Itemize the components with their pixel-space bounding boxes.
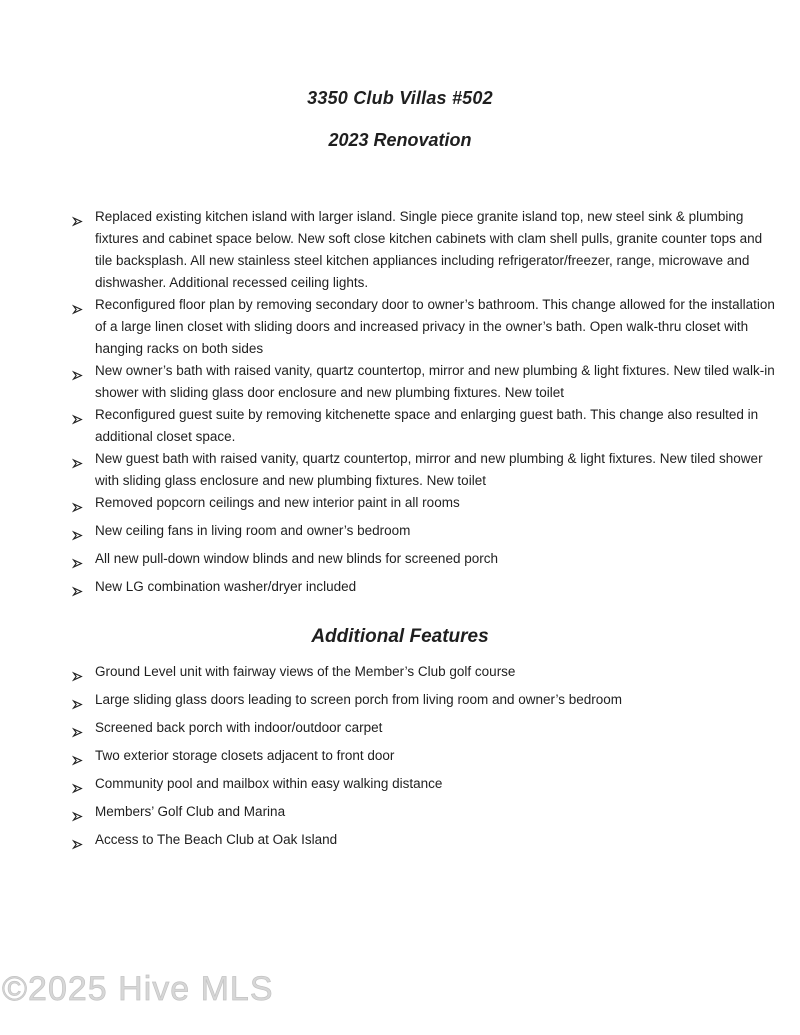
arrow-bullet-icon [72, 448, 95, 476]
additional-features-heading: Additional Features [311, 626, 489, 647]
list-item-text: Access to The Beach Club at Oak Island [95, 832, 338, 847]
arrow-bullet-icon [72, 294, 95, 322]
list-item [72, 745, 778, 773]
list-item [72, 448, 778, 492]
list-item [72, 829, 778, 857]
list-item [72, 689, 778, 717]
list-item [72, 520, 778, 548]
arrow-bullet-icon [72, 661, 95, 689]
list-item [72, 294, 778, 360]
list-item [72, 360, 778, 404]
list-item-text: Screened back porch with indoor/outdoor carpet [95, 720, 383, 735]
list-item [72, 492, 778, 520]
list-item [72, 773, 778, 801]
arrow-bullet-icon [72, 548, 95, 576]
arrow-bullet-icon [72, 360, 95, 388]
list-item-text: Large sliding glass doors leading to screen porch from living room and owner’s bedroom [95, 692, 623, 707]
arrow-bullet-icon [72, 520, 95, 548]
document-title: 3350 Club Villas #502 [307, 88, 493, 108]
document-subtitle: 2023 Renovation [328, 130, 472, 150]
list-item [72, 576, 778, 604]
list-item [72, 206, 778, 294]
list-item [72, 661, 778, 689]
list-item [72, 404, 778, 448]
arrow-bullet-icon [72, 717, 95, 745]
arrow-bullet-icon [72, 689, 95, 717]
arrow-bullet-icon [72, 404, 95, 432]
list-item-text: Removed popcorn ceilings and new interior paint in all rooms [95, 495, 460, 510]
arrow-bullet-icon [72, 492, 95, 520]
list-item-text: Community pool and mailbox within easy walking distance [95, 776, 443, 791]
list-item-text: Members’ Golf Club and Marina [95, 804, 286, 819]
list-item-text: Two exterior storage closets adjacent to front door [95, 748, 395, 763]
additional-features-list [72, 661, 778, 857]
list-item-text: All new pull-down window blinds and new blinds for screened porch [95, 551, 498, 566]
list-item-text: Replaced existing kitchen island with larger island. Single piece granite island top, new steel sink & plumbing fixtures and cabinet space below. New soft close kitchen cabinets with clam shell pulls, granite counter tops and tile backsplash. All new stainless steel kitchen appliances including refrigerator/freezer, range, microwave and dishwasher. Additional recessed ceiling lights. [95, 209, 763, 290]
arrow-bullet-icon [72, 829, 95, 857]
watermark: ©2025 Hive MLS [2, 970, 274, 1008]
list-item [72, 548, 778, 576]
list-item [72, 717, 778, 745]
list-item-text: New owner’s bath with raised vanity, quartz countertop, mirror and new plumbing & light fixtures. New tiled walk-in shower with sliding glass door enclosure and new plumbing fixtures. New toilet [95, 363, 775, 400]
list-item [72, 801, 778, 829]
list-item-text: New ceiling fans in living room and owner’s bedroom [95, 523, 411, 538]
list-item-text: Reconfigured guest suite by removing kitchenette space and enlarging guest bath. This change also resulted in additional closet space. [95, 407, 759, 444]
list-item-text: New LG combination washer/dryer included [95, 579, 357, 594]
list-item-text: New guest bath with raised vanity, quartz countertop, mirror and new plumbing & light fixtures. New tiled shower with sliding glass enclosure and new plumbing fixtures. New toilet [95, 451, 763, 488]
arrow-bullet-icon [72, 745, 95, 773]
list-item-text: Reconfigured floor plan by removing secondary door to owner’s bathroom. This change allowed for the installation of a large linen closet with sliding doors and increased privacy in the owner’s bath. Open walk-thru closet with hanging racks on both sides [95, 297, 775, 356]
arrow-bullet-icon [72, 576, 95, 604]
arrow-bullet-icon [72, 773, 95, 801]
renovation-items-list [72, 206, 778, 604]
list-item-text: Ground Level unit with fairway views of the Member’s Club golf course [95, 664, 516, 679]
arrow-bullet-icon [72, 801, 95, 829]
arrow-bullet-icon [72, 206, 95, 234]
